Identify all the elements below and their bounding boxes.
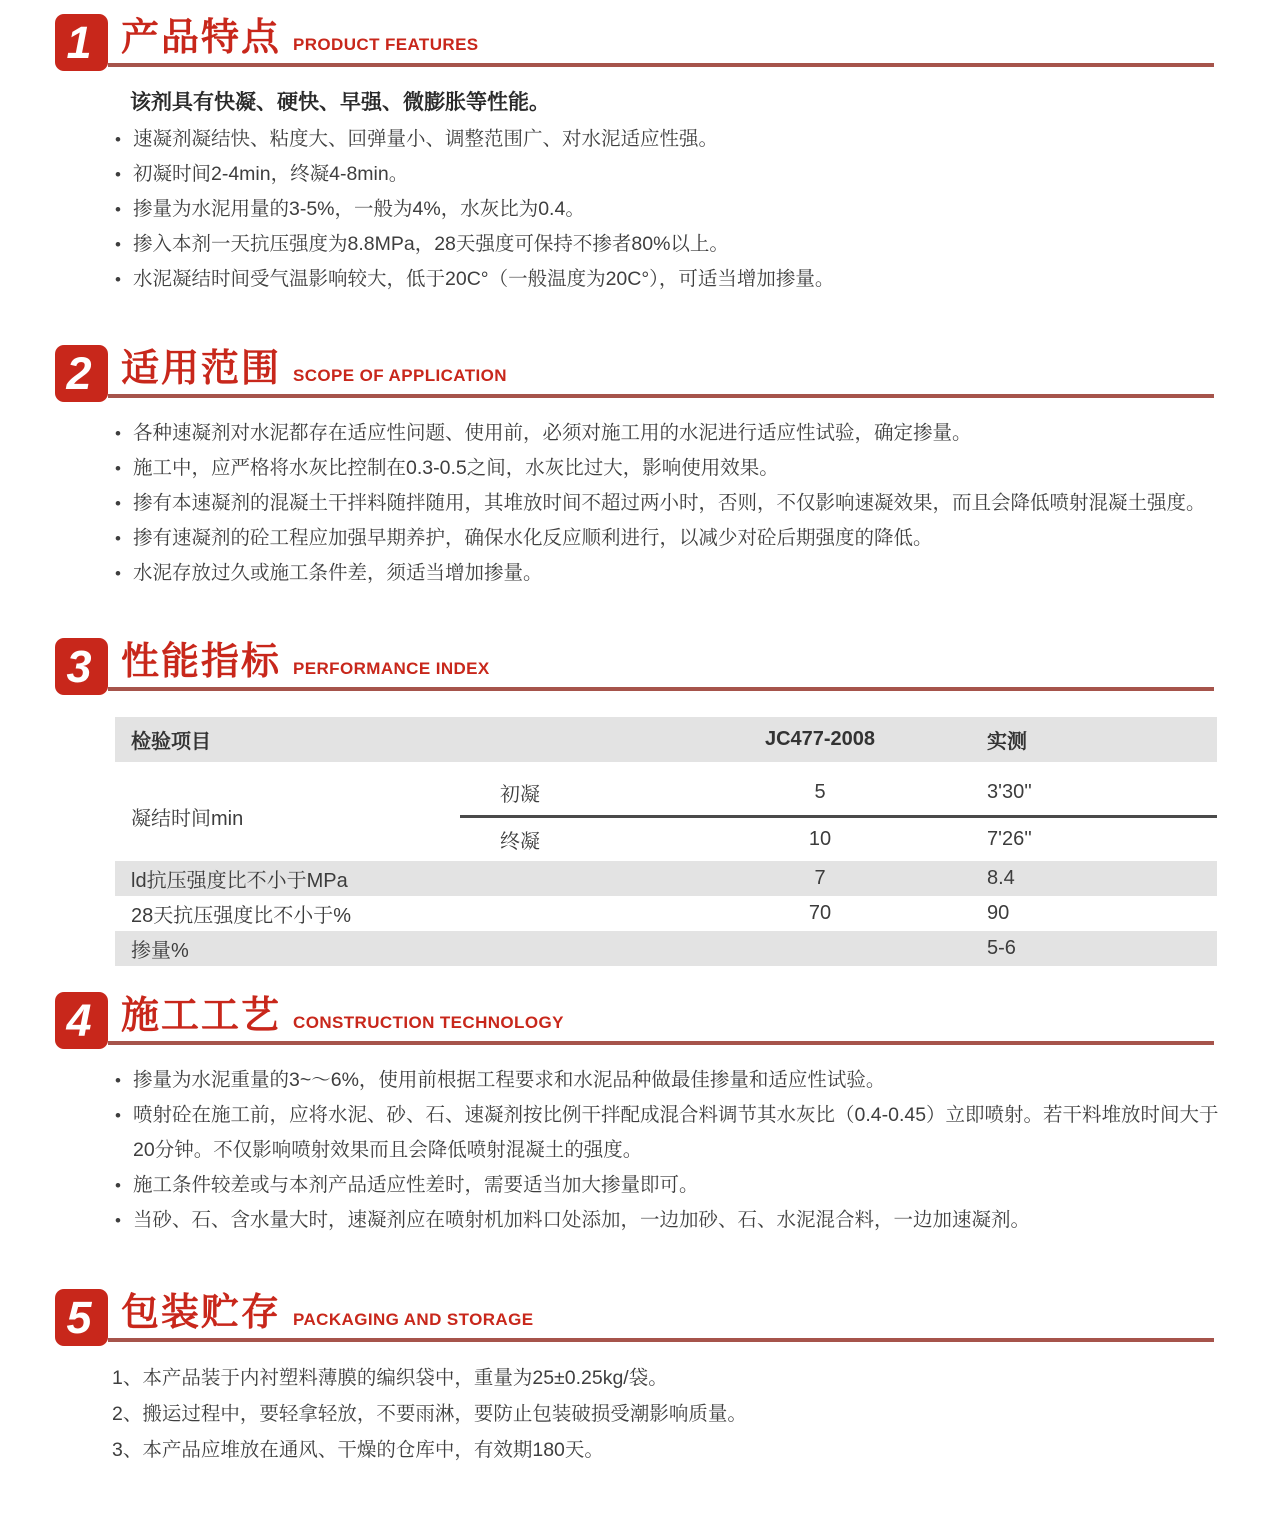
table-row — [115, 896, 1217, 931]
section-1-bullet-list — [112, 122, 1222, 297]
section-3-header — [55, 638, 1214, 695]
bullet-item: • 水泥存放过久或施工条件差，须适当增加掺量。 — [112, 556, 1222, 591]
bullet-item: • 初凝时间2-4min，终凝4-8min。 — [112, 157, 1222, 192]
section-1-title-cn: 产品特点 — [121, 17, 282, 60]
section-5-title-row — [108, 1293, 1214, 1342]
section-4-bullet-list — [112, 1063, 1222, 1238]
section-4-title-cn: 施工工艺 — [121, 995, 282, 1038]
numbered-item: 2、搬运过程中，要轻拿轻放，不要雨淋，要防止包装破损受潮影响质量。 — [112, 1403, 747, 1425]
table-cell-28d-strength-measured: 90 — [987, 902, 1010, 924]
bullet-item: • 施工条件较差或与本剂产品适应性差时，需要适当加大掺量即可。 — [112, 1168, 1222, 1203]
section-1-title-row — [108, 18, 1214, 67]
table-row — [115, 931, 1217, 966]
table-header-row — [115, 717, 1217, 762]
table-cell-dosage-standard — [675, 931, 965, 966]
bullet-item: • 各种速凝剂对水泥都存在适应性问题、使用前，必须对施工用的水泥进行适应性试验，确定掺量。 — [112, 416, 1222, 451]
table-header-blank — [460, 717, 675, 762]
table-cell-final-set-measured: 7'26'' — [987, 827, 1032, 850]
section-2-title-cn: 适用范围 — [121, 348, 282, 391]
section-1-title-en: PRODUCT FEATURES — [293, 35, 479, 55]
bullet-item: • 喷射砼在施工前，应将水泥、砂、石、速凝剂按比例干拌配成混合料调节其水灰比（0.4-0.45）立即喷射。若干料堆放时间大于20分钟。不仅影响喷射效果而且会降低喷射混凝土的强度。 — [112, 1098, 1222, 1168]
section-2-header — [55, 345, 1214, 402]
bullet-item: • 掺量为水泥用量的3-5%，一般为4%，水灰比为0.4。 — [112, 192, 1222, 227]
table-cell-setting-time-label: 凝结时间min — [131, 807, 244, 830]
table-cell-dosage-label: 掺量% — [131, 940, 189, 962]
bullet-item: • 掺有速凝剂的砼工程应加强早期养护，确保水化反应顺利进行，以减少对砼后期强度的降低。 — [112, 521, 1222, 556]
table-header-item: 检验项目 — [131, 731, 211, 753]
section-2-title-en: SCOPE OF APPLICATION — [293, 366, 507, 386]
table-cell-1d-strength-label: ld抗压强度比不小于MPa — [131, 870, 348, 892]
table-cell-1d-strength-measured: 8.4 — [987, 867, 1015, 889]
table-header-standard: JC477-2008 — [764, 728, 876, 750]
table-cell-dosage-measured: 5-6 — [987, 937, 1016, 959]
section-2-title-row — [108, 349, 1214, 398]
section-4-header — [55, 992, 1214, 1049]
table-cell-final-set-standard: 10 — [808, 827, 832, 850]
section-5-header — [55, 1289, 1214, 1346]
table-cell-initial-set-standard: 5 — [675, 771, 965, 816]
table-cell-initial-set: 初凝 — [460, 771, 675, 816]
section-5-content — [112, 1360, 1222, 1468]
bullet-item: • 水泥凝结时间受气温影响较大，低于20C°（一般温度为20C°），可适当增加掺量。 — [112, 262, 1222, 297]
section-3-title-row — [108, 642, 1214, 691]
section-1-content — [112, 85, 1222, 297]
section-scope-of-application — [0, 345, 1280, 591]
section-packaging-and-storage — [0, 1289, 1280, 1468]
section-1-header — [55, 14, 1214, 71]
section-5-title-cn: 包装贮存 — [121, 1292, 282, 1335]
table-cell-28d-strength-label: 28天抗压强度比不小于% — [131, 905, 352, 927]
table-cell-final-set: 终凝 — [500, 830, 540, 853]
table-row — [115, 771, 1217, 816]
section-2-bullet-list — [112, 416, 1222, 591]
section-5-title-en: PACKAGING AND STORAGE — [293, 1310, 534, 1330]
section-3-title-cn: 性能指标 — [121, 641, 282, 684]
section-3-title-en: PERFORMANCE INDEX — [293, 659, 490, 679]
section-construction-technology — [0, 992, 1280, 1238]
table-spacer-row — [115, 762, 1217, 771]
bullet-item: • 当砂、石、含水量大时，速凝剂应在喷射机加料口处添加，一边加砂、石、水泥混合料，一边加速凝剂。 — [112, 1203, 1222, 1238]
section-4-title-en: CONSTRUCTION TECHNOLOGY — [293, 1013, 564, 1033]
table-row — [115, 861, 1217, 896]
bullet-item: • 速凝剂凝结快、粘度大、回弹量小、调整范围广、对水泥适应性强。 — [112, 122, 1222, 157]
bullet-item: • 掺入本剂一天抗压强度为8.8MPa，28天强度可保持不掺者80%以上。 — [112, 227, 1222, 262]
section-4-title-row — [108, 996, 1214, 1045]
section-2-content — [112, 416, 1222, 591]
section-4-content — [112, 1063, 1222, 1238]
table-cell-28d-strength-standard: 70 — [808, 902, 832, 924]
table-cell-1d-strength-standard: 7 — [814, 867, 826, 889]
section-1-number-badge: 1 — [55, 14, 108, 71]
section-1-lead-text: 该剂具有快凝、硬快、早强、微膨胀等性能。 — [130, 91, 550, 114]
bullet-item: • 掺量为水泥重量的3~～6%，使用前根据工程要求和水泥品种做最佳掺量和适应性试验。 — [112, 1063, 1222, 1098]
section-5-number-badge: 5 — [55, 1289, 108, 1346]
numbered-item: 3、本产品应堆放在通风、干燥的仓库中，有效期180天。 — [112, 1439, 604, 1461]
bullet-item: • 掺有本速凝剂的混凝土干拌料随拌随用，其堆放时间不超过两小时，否则，不仅影响速凝效果，而且会降低喷射混凝土强度。 — [112, 486, 1222, 521]
section-product-features — [0, 0, 1280, 297]
bullet-item: • 施工中，应严格将水灰比控制在0.3-0.5之间，水灰比过大，影响使用效果。 — [112, 451, 1222, 486]
performance-index-table — [115, 717, 1217, 966]
numbered-item: 1、本产品装于内衬塑料薄膜的编织袋中，重量为25±0.25kg/袋。 — [112, 1367, 668, 1389]
section-4-number-badge: 4 — [55, 992, 108, 1049]
section-2-number-badge: 2 — [55, 345, 108, 402]
table-cell-initial-set-measured: 3'30'' — [965, 771, 1217, 816]
section-performance-index — [0, 638, 1280, 966]
section-3-number-badge: 3 — [55, 638, 108, 695]
table-header-measured: 实测 — [987, 731, 1027, 753]
